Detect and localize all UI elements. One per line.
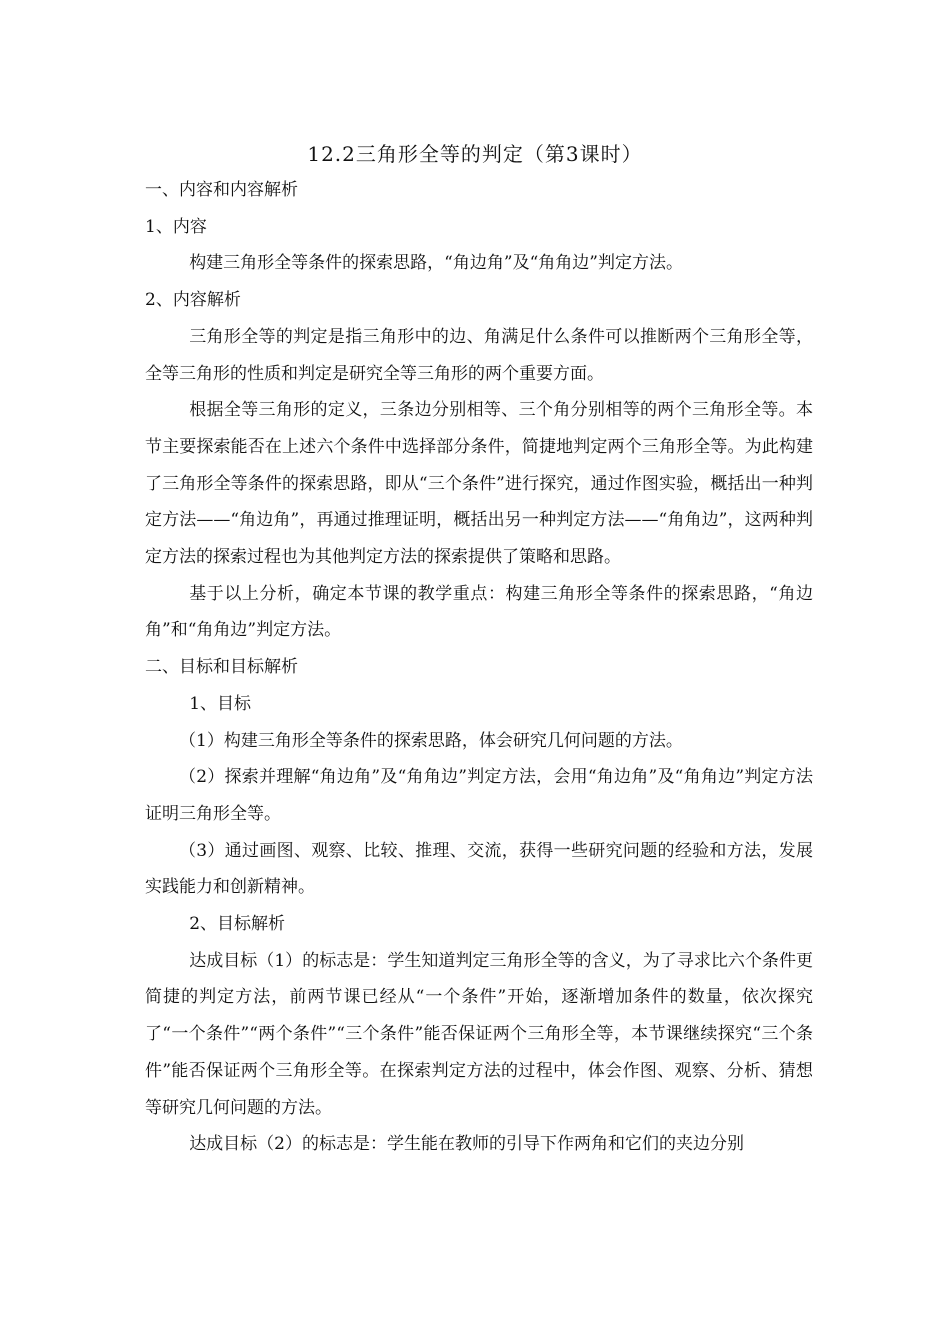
subsection-heading-content-analysis: 2、内容解析 bbox=[145, 290, 241, 311]
subsection-heading-goals: 1、目标 bbox=[189, 693, 252, 714]
section-heading-1: 一、内容和内容解析 bbox=[145, 180, 298, 200]
subsection-heading-goal-analysis: 2、目标解析 bbox=[189, 914, 286, 935]
paragraph-analysis-1: 三角形全等的判定是指三角形中的边、角满足什么条件可以推断两个三角形全等，全等三角形的性质和判定是研究全等三角形的两个重要方面。 bbox=[145, 326, 813, 384]
paragraph-analysis-3: 基于以上分析，确定本节课的教学重点：构建三角形全等条件的探索思路，“角边角”和“角角边”判定方法。 bbox=[145, 583, 813, 641]
goal-item-3: （3）通过画图、观察、比较、推理、交流，获得一些研究问题的经验和方法，发展实践能力和创新精神。 bbox=[145, 840, 813, 898]
goal-item-2: （2）探索并理解“角边角”及“角角边”判定方法，会用“角边角”及“角角边”判定方法证明三角形全等。 bbox=[145, 767, 813, 824]
document-body bbox=[145, 172, 813, 1163]
paragraph-goal-analysis-2: 达成目标（2）的标志是：学生能在教师的引导下作两角和它们的夹边分别 bbox=[189, 1134, 745, 1155]
paragraph-analysis-2: 根据全等三角形的定义，三条边分别相等、三个角分别相等的两个三角形全等。本节主要探索能否在上述六个条件中选择部分条件，简捷地判定两个三角形全等。为此构建了三角形全等条件的探索思路，即从“三个条件”进行探究，通过作图实验，概括出一种判定方法——“角边角”，再通过推理证明，概括出另一种判定方法——“角角边”，这两种判定方法的探索过程也为其他判定方法的探索提供了策略和思路。 bbox=[145, 400, 813, 568]
goal-item-1: （1）构建三角形全等条件的探索思路，体会研究几何问题的方法。 bbox=[179, 730, 683, 751]
paragraph-content: 构建三角形全等条件的探索思路，“角边角”及“角角边”判定方法。 bbox=[189, 253, 683, 274]
document-title: 12.2三角形全等的判定（第3课时） bbox=[307, 142, 643, 166]
section-heading-2: 二、目标和目标解析 bbox=[145, 657, 298, 678]
subsection-heading-content: 1、内容 bbox=[145, 216, 207, 237]
paragraph-goal-analysis-1: 达成目标（1）的标志是：学生知道判定三角形全等的含义，为了寻求比六个条件更简捷的判定方法，前两节课已经从“一个条件”开始，逐渐增加条件的数量，依次探究了“一个条件”“两个条件”“三个条件”能否保证两个三角形全等，本节课继续探究“三个条件”能否保证两个三角形全等。在探索判定方法的过程中，体会作图、观察、分析、猜想等研究几何问题的方法。 bbox=[145, 950, 813, 1118]
